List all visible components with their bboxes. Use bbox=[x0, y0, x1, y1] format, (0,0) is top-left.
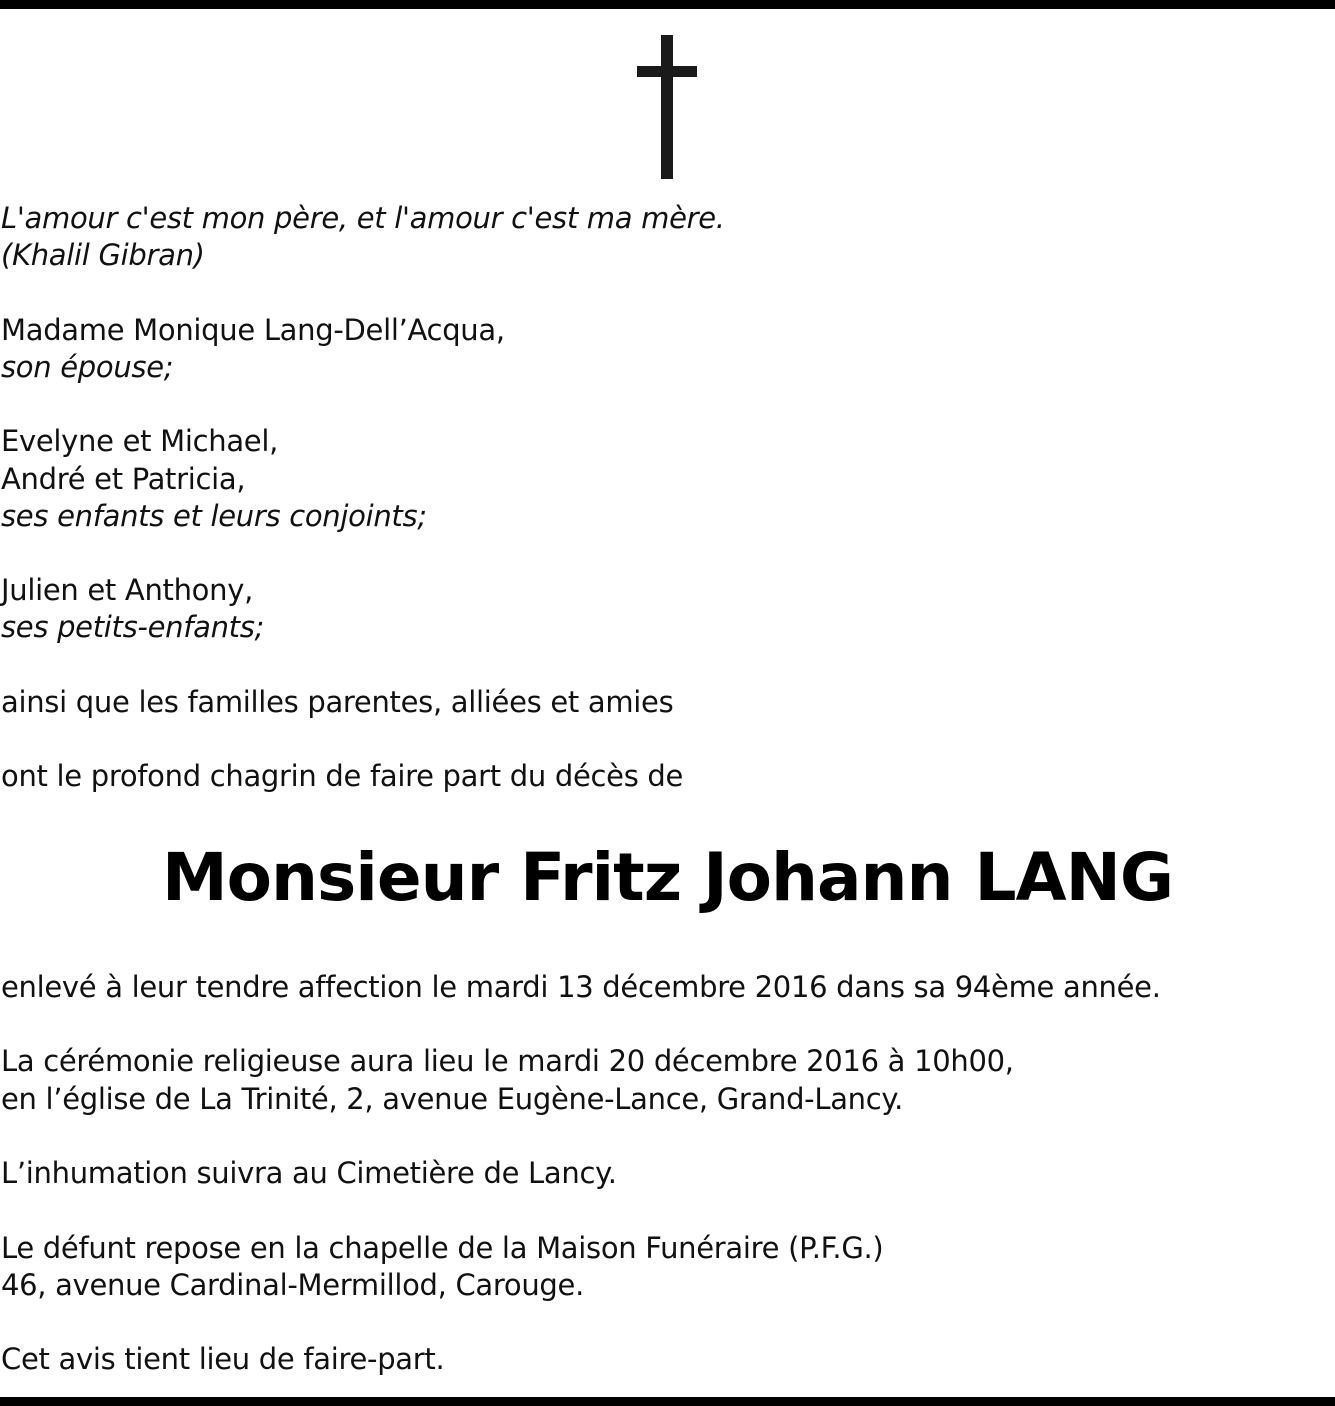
death-notice: enlevé à leur tendre affection le mardi 13 décembre 2016 dans sa 94ème année. bbox=[1, 970, 1161, 1004]
grandchildren-relation: ses petits-enfants; bbox=[1, 610, 265, 644]
ceremony-line-2: en l’église de La Trinité, 2, avenue Eugène-Lance, Grand-Lancy. bbox=[1, 1082, 904, 1116]
quote-text: L'amour c'est mon père, et l'amour c'est ma mère. bbox=[1, 201, 725, 235]
quote-author: (Khalil Gibran) bbox=[1, 238, 205, 272]
deceased-name-text: Monsieur Fritz Johann LANG bbox=[161, 839, 1174, 916]
child-1: Evelyne et Michael, bbox=[1, 424, 279, 458]
top-border-rule bbox=[0, 0, 1335, 9]
child-2: André et Patricia, bbox=[1, 462, 246, 496]
cross-icon bbox=[637, 35, 697, 179]
grandchildren: Julien et Anthony, bbox=[1, 573, 253, 607]
spouse-name: Madame Monique Lang-Dell’Acqua, bbox=[1, 313, 505, 347]
resting-line-2: 46, avenue Cardinal-Mermillod, Carouge. bbox=[1, 1268, 584, 1302]
ceremony-line-1: La cérémonie religieuse aura lieu le mardi 20 décembre 2016 à 10h00, bbox=[1, 1044, 1014, 1078]
spouse-relation: son épouse; bbox=[1, 350, 174, 384]
children-relation: ses enfants et leurs conjoints; bbox=[1, 499, 427, 533]
announcement: ont le profond chagrin de faire part du décès de bbox=[1, 759, 684, 793]
bottom-border-rule bbox=[0, 1397, 1335, 1406]
burial-info: L’inhumation suivra au Cimetière de Lancy. bbox=[1, 1156, 617, 1190]
cross-horizontal-bar bbox=[637, 66, 697, 77]
resting-line-1: Le défunt repose en la chapelle de la Maison Funéraire (P.F.G.) bbox=[1, 1231, 884, 1265]
cross-vertical-bar bbox=[661, 35, 673, 179]
deceased-name bbox=[0, 838, 1335, 918]
other-families: ainsi que les familles parentes, alliées et amies bbox=[1, 685, 674, 719]
closing-note: Cet avis tient lieu de faire-part. bbox=[1, 1342, 445, 1376]
